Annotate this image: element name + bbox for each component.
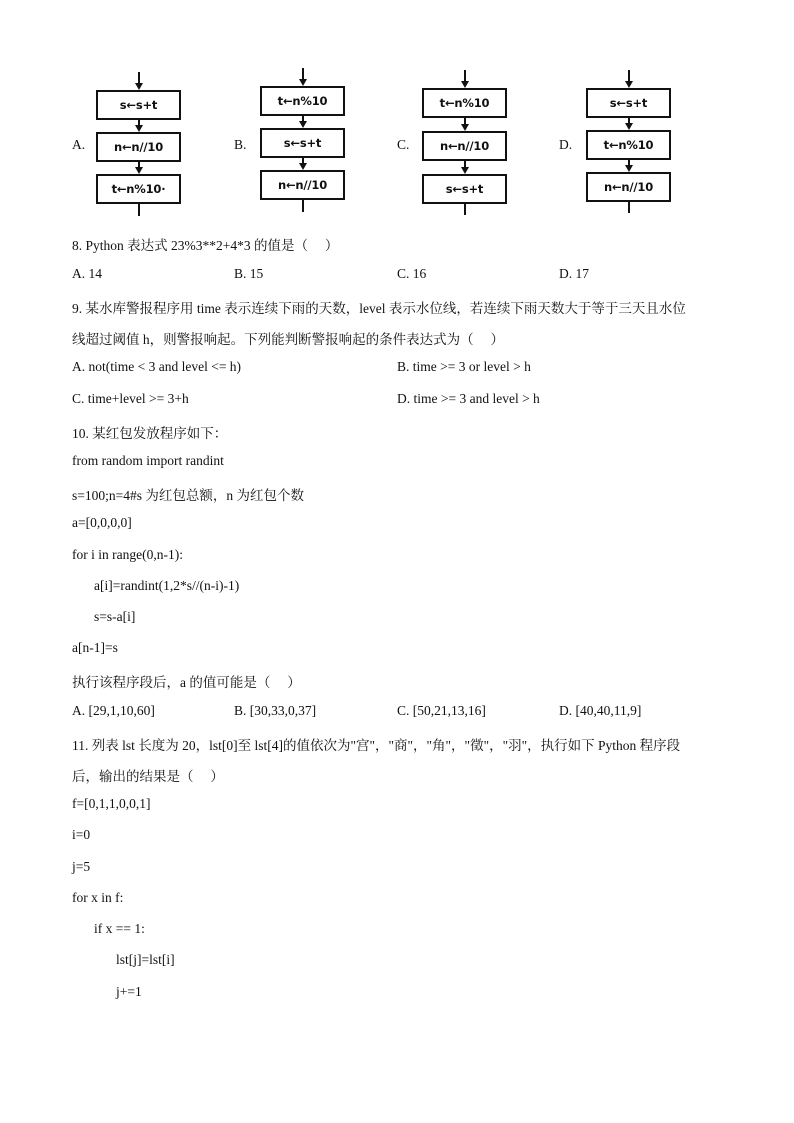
q11-code-line-6: lst[j]=lst[i]	[116, 952, 175, 967]
q9-option-c: C. time+level >= 3+h	[72, 391, 189, 406]
flow-arrow-icon	[461, 124, 469, 131]
flow-arrow-icon	[299, 163, 307, 170]
flow-arrow-icon	[461, 81, 469, 88]
flowchart-process-box: t←n%10·	[96, 174, 181, 204]
q8-stem: 8. Python 表达式 23%3**2+4*3 的值是（ ）	[72, 238, 339, 253]
flow-arrow-icon	[135, 167, 143, 174]
q10-code-line-7: a[n-1]=s	[72, 640, 118, 655]
q11-code-line-3: j=5	[72, 859, 91, 874]
flowchart-process-box: t←n%10	[586, 130, 671, 160]
q10-option-a: A. [29,1,10,60]	[72, 703, 155, 718]
flowchart-process-box: s←s+t	[260, 128, 345, 158]
flowchart-option-label: D.	[559, 137, 573, 152]
q11-code-line-4: for x in f:	[72, 890, 124, 905]
flow-arrow-icon	[299, 121, 307, 128]
q10-stem: 10. 某红包发放程序如下：	[72, 426, 228, 441]
q10-option-c: C. [50,21,13,16]	[397, 703, 486, 718]
q10-code-line-4: for i in range(0,n-1):	[72, 547, 183, 562]
flowchart-option-label: C.	[397, 137, 410, 152]
q8-option-b: B. 15	[234, 266, 264, 281]
q11-stem-line2: 后，输出的结果是（ ）	[72, 769, 224, 784]
q11-stem-line1: 11. 列表 lst 长度为 20，lst[0]至 lst[4]的值依次为"宫"，"商"，"角"，"徵"，"羽"，执行如下 Python 程序段	[72, 738, 681, 753]
q11-code-line-7: j+=1	[116, 984, 142, 999]
q9-option-b: B. time >= 3 or level > h	[397, 359, 531, 374]
flowchart-process-box: s←s+t	[96, 90, 181, 120]
q10-code-line-5: a[i]=randint(1,2*s//(n-i)-1)	[94, 578, 240, 593]
q11-code-line-5: if x == 1:	[94, 921, 145, 936]
q10-option-b: B. [30,33,0,37]	[234, 703, 317, 718]
flowchart-process-box: n←n//10	[96, 132, 181, 162]
q10-option-d: D. [40,40,11,9]	[559, 703, 642, 718]
flowchart-process-box: s←s+t	[422, 174, 507, 204]
flow-arrow-icon	[299, 79, 307, 86]
q9-stem-line2: 线超过阈值 h，则警报响起。下列能判断警报响起的条件表达式为（ ）	[72, 332, 504, 347]
q10-code-line-1: from random import randint	[72, 453, 224, 468]
flowchart-option-label: A.	[72, 137, 86, 152]
flow-exit-line	[302, 200, 304, 212]
flowchart-process-box: n←n//10	[260, 170, 345, 200]
flowchart-process-box: t←n%10	[260, 86, 345, 116]
flowchart-process-box: n←n//10	[422, 131, 507, 161]
flow-exit-line	[464, 204, 466, 215]
flowchart-process-box: t←n%10	[422, 88, 507, 118]
q9-stem-line1: 9. 某水库警报程序用 time 表示连续下雨的天数，level 表示水位线，若连续下雨天数大于等于三天且水位	[72, 301, 686, 316]
flow-arrow-icon	[625, 81, 633, 88]
flow-arrow-icon	[625, 165, 633, 172]
q8-option-d: D. 17	[559, 266, 589, 281]
q11-code-line-2: i=0	[72, 827, 91, 842]
q8-option-c: C. 16	[397, 266, 427, 281]
flow-arrow-icon	[625, 123, 633, 130]
flow-exit-line	[138, 204, 140, 216]
flowchart-option-label: B.	[234, 137, 247, 152]
q10-code-line-3: a=[0,0,0,0]	[72, 515, 132, 530]
q10-question: 执行该程序段后，a 的值可能是（ ）	[72, 675, 301, 690]
q9-option-d: D. time >= 3 and level > h	[397, 391, 540, 406]
q9-option-a: A. not(time < 3 and level <= h)	[72, 359, 242, 374]
flowchart-process-box: n←n//10	[586, 172, 671, 202]
q11-code-line-1: f=[0,1,1,0,0,1]	[72, 796, 151, 811]
flow-arrow-icon	[461, 167, 469, 174]
flowchart-process-box: s←s+t	[586, 88, 671, 118]
q10-code-line-6: s=s-a[i]	[94, 609, 136, 624]
q10-code-line-2: s=100;n=4#s 为红包总额，n 为红包个数	[72, 488, 304, 503]
flow-arrow-icon	[135, 125, 143, 132]
q8-option-a: A. 14	[72, 266, 102, 281]
flow-arrow-icon	[135, 83, 143, 90]
flow-exit-line	[628, 202, 630, 213]
